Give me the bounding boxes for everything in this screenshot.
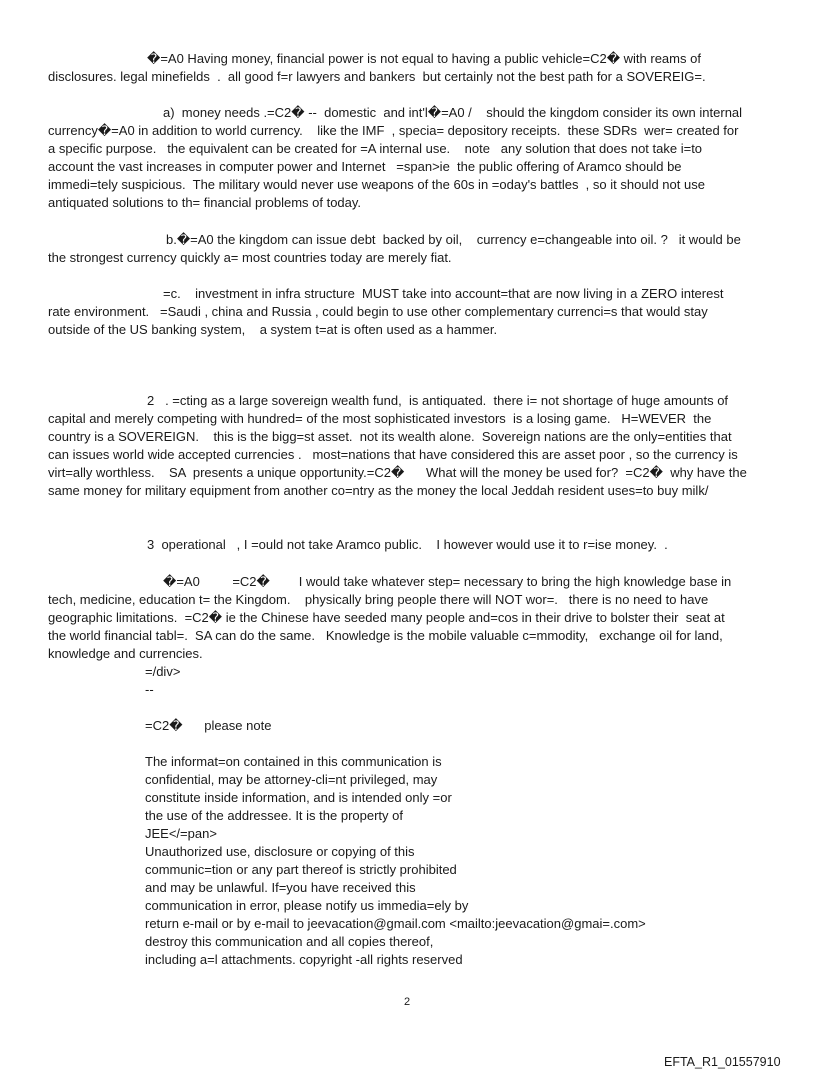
paragraph-2-line-5: virt=ally worthless. SA presents a unique opportunity.=C2� What will the money be used for? =C2� why have the — [48, 465, 747, 480]
disclaimer-line-3: constitute inside information, and is intended only =or — [145, 790, 452, 805]
paragraph-2-line-6: same money for military equipment from another co=ntry as the money the local Jeddah resident uses=to buy milk/ — [48, 483, 709, 498]
disclaimer-line-10: return e-mail or by e-mail to jeevacation@gmail.com <mailto:jeevacation@gmai=.com> — [145, 916, 646, 931]
paragraph-a-line-2: currency�=A0 in addition to world currency. like the IMF , specia= depository receipts. these SDRs wer= created for — [48, 123, 739, 138]
paragraph-1-line-1: �=A0 Having money, financial power is not equal to having a public vehicle=C2� with reams of — [147, 51, 701, 66]
paragraph-2-line-1: 2 . =cting as a large sovereign wealth fund, is antiquated. there i= not shortage of huge amounts of — [147, 393, 729, 408]
paragraph-knowledge-line-4: the world financial tabl=. SA can do the same. Knowledge is the mobile valuable c=mmodity, exchange oil for land, — [48, 628, 723, 643]
paragraph-c-line-3: outside of the US banking system, a system t=at is often used as a hammer. — [48, 322, 498, 337]
paragraph-2-line-3: country is a SOVEREIGN. this is the bigg=st asset. not its wealth alone. Sovereign nations are the only=entities that — [48, 429, 732, 444]
closing-div-marker: =/div> — [145, 664, 181, 679]
note-header: =C2� please note — [145, 718, 272, 733]
paragraph-a-line-6: antiquated solutions to th= financial problems of today. — [48, 195, 362, 210]
paragraph-c-line-1: =c. investment in infra structure MUST take into account=that are now living in a ZERO interest — [163, 286, 724, 301]
disclaimer-line-6: Unauthorized use, disclosure or copying of this — [145, 844, 415, 859]
disclaimer-line-12: including a=l attachments. copyright -all rights reserved — [145, 952, 463, 967]
disclaimer-line-1: The informat=on contained in this communication is — [145, 754, 442, 769]
paragraph-knowledge-line-3: geographic limitations. =C2� ie the Chinese have seeded many people and=cos in their drive to bolster their seat at — [48, 610, 725, 625]
bates-number: EFTA_R1_01557910 — [664, 1055, 781, 1069]
disclaimer-line-11: destroy this communication and all copies thereof, — [145, 934, 434, 949]
disclaimer-line-2: confidential, may be attorney-cli=nt privileged, may — [145, 772, 438, 787]
disclaimer-line-7: communic=tion or any part thereof is strictly prohibited — [145, 862, 457, 877]
disclaimer-line-4: the use of the addressee. It is the property of — [145, 808, 403, 823]
paragraph-a-line-4: account the vast increases in computer power and Internet =span>ie the public offering of Aramco should be — [48, 159, 682, 174]
paragraph-2-line-4: can issues world wide accepted currencies . most=nations that have considered this are asset poor , so the currency is — [48, 447, 738, 462]
page-number: 2 — [404, 996, 411, 1008]
paragraph-knowledge-line-5: knowledge and currencies. — [48, 646, 203, 661]
paragraph-a-line-5: immedi=tely suspicious. The military would never use weapons of the 60s in =oday's battles , so it should not use — [48, 177, 705, 192]
paragraph-2-line-2: capital and merely competing with hundred= of the most sophisticated investors is a losing game. H=WEVER the — [48, 411, 712, 426]
paragraph-b-line-2: the strongest currency quickly a= most countries today are merely fiat. — [48, 250, 452, 265]
paragraph-knowledge-line-2: tech, medicine, education t= the Kingdom. physically bring people there will NOT wor=. there is no need to have — [48, 592, 709, 607]
paragraph-a-line-1: a) money needs .=C2� -- domestic and int'l�=A0 / should the kingdom consider its own internal — [163, 105, 743, 120]
paragraph-a-line-3: a specific purpose. the equivalent can be created for =A internal use. note any solution that does not take i=to — [48, 141, 703, 156]
paragraph-c-line-2: rate environment. =Saudi , china and Russia , could begin to use other complementary currenci=s that would stay — [48, 304, 708, 319]
signature-separator: -- — [145, 682, 154, 697]
paragraph-1-line-2: disclosures. legal minefields . all good f=r lawyers and bankers but certainly not the best path for a SOVEREIG=. — [48, 69, 706, 84]
paragraph-3-line-1: 3 operational , I =ould not take Aramco public. I however would use it to r=ise money. . — [147, 537, 668, 552]
disclaimer-line-5: JEE</=pan> — [145, 826, 217, 841]
disclaimer-line-9: communication in error, please notify us immedia=ely by — [145, 898, 469, 913]
paragraph-knowledge-line-1: �=A0 =C2� I would take whatever step= necessary to bring the high knowledge base in — [163, 574, 732, 589]
paragraph-b-line-1: b.�=A0 the kingdom can issue debt backed by oil, currency e=changeable into oil. ? it would be — [166, 232, 741, 247]
disclaimer-line-8: and may be unlawful. If=you have received this — [145, 880, 416, 895]
